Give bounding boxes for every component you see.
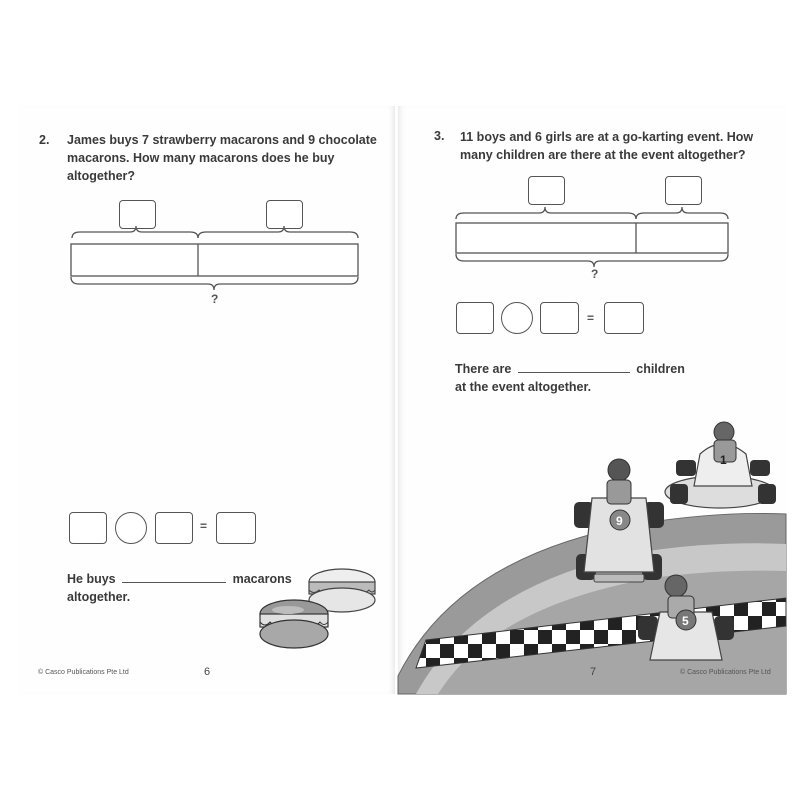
left-page [18, 106, 395, 694]
kart-number: 5 [682, 614, 689, 628]
number-box-1[interactable] [69, 512, 107, 544]
kart-2 [574, 459, 664, 582]
kart-1 [665, 422, 776, 508]
bar-model-diagram [18, 106, 395, 326]
answer-suffix: macarons [232, 572, 292, 586]
equals-sign: = [587, 311, 595, 325]
equals-sign: = [200, 519, 208, 533]
answer-sentence [455, 360, 685, 396]
bar-model-diagram [398, 106, 786, 286]
question-line: altogether? [67, 169, 136, 183]
answer-suffix: children [636, 362, 685, 376]
number-box-1[interactable] [456, 302, 494, 334]
right-page [398, 106, 786, 694]
page-number: 7 [590, 666, 597, 678]
answer-blank[interactable] [122, 570, 226, 583]
question-number: 2. [39, 133, 50, 147]
macarons-illustration-icon [252, 568, 382, 668]
kart-number: 9 [616, 514, 623, 528]
answer-blank[interactable] [518, 360, 630, 373]
question-line: James buys 7 strawberry macarons and 9 chocolate [67, 133, 377, 147]
answer-line-2: at the event altogether. [455, 380, 592, 394]
number-box-2[interactable] [155, 512, 193, 544]
question-line: macarons. How many macarons does he buy [67, 151, 335, 165]
copyright-footer: © Casco Publications Pte Ltd [38, 669, 129, 676]
answer-line-2: altogether. [67, 590, 131, 604]
operator-circle[interactable] [501, 302, 533, 334]
copyright-footer: © Casco Publications Pte Ltd [680, 669, 771, 676]
kart-number: 1 [720, 453, 727, 467]
result-box[interactable] [604, 302, 644, 334]
answer-prefix: He buys [67, 572, 116, 586]
operator-circle[interactable] [115, 512, 147, 544]
total-question-mark: ? [211, 292, 219, 306]
total-question-mark: ? [591, 267, 599, 281]
question-line: many children are there at the event altogether? [460, 148, 746, 162]
question-number: 3. [434, 129, 445, 143]
answer-prefix: There are [455, 362, 512, 376]
result-box[interactable] [216, 512, 256, 544]
page-number: 6 [204, 666, 211, 678]
go-kart-race-illustration-icon [398, 406, 786, 694]
question-line: 11 boys and 6 girls are at a go-karting event. How [460, 130, 754, 144]
number-box-2[interactable] [540, 302, 579, 334]
